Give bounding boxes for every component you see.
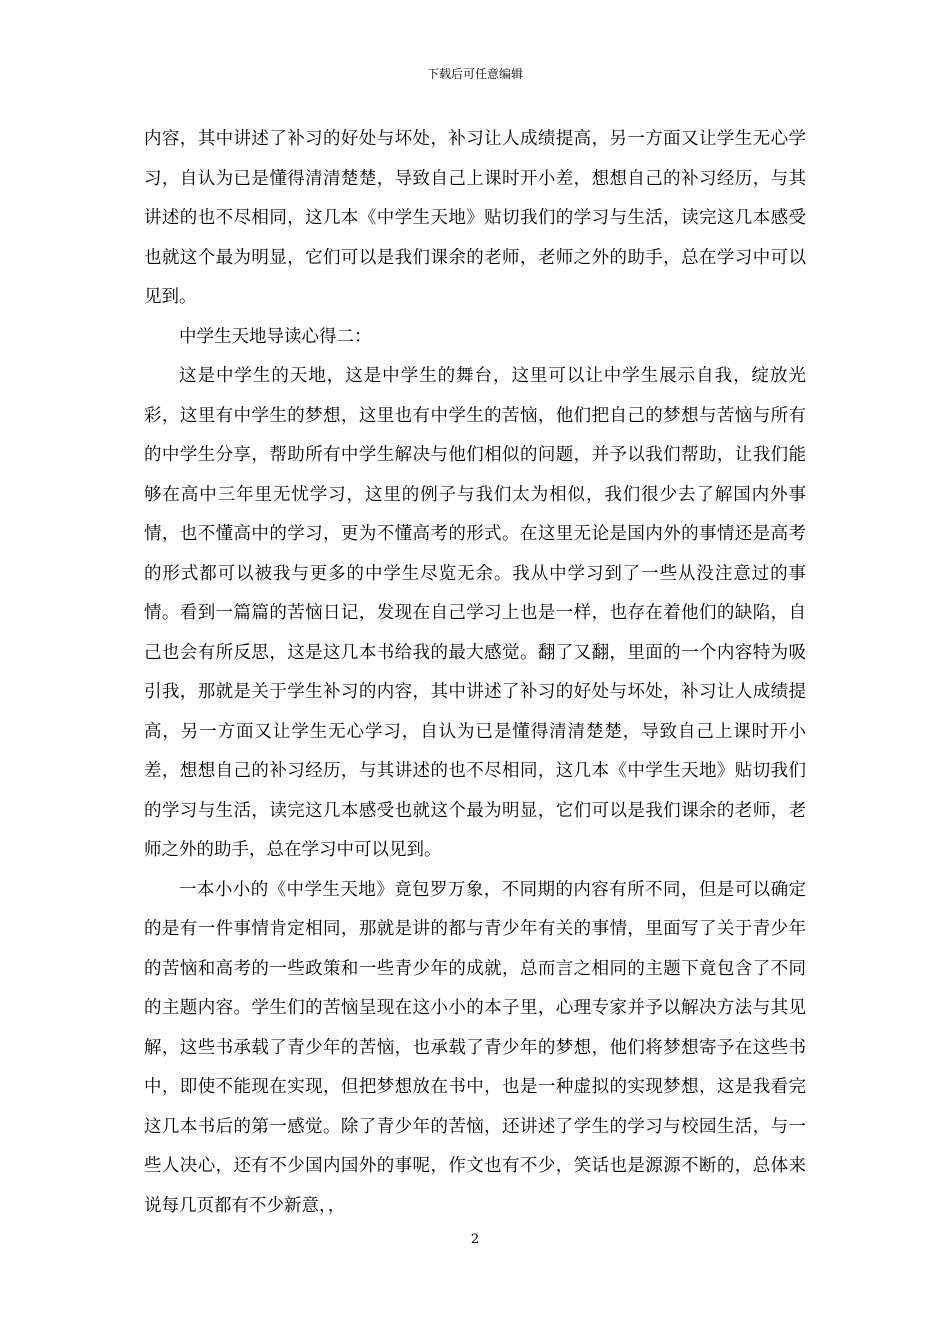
page-number: 2: [470, 1232, 480, 1247]
paragraph: 一本小小的《中学生天地》竟包罗万象，不同期的内容有所不同，但是可以确定的是有一件事情肯定相同，那就是讲的都与青少年有关的事情，里面写了关于青少年的苦恼和高考的一些政策和一些青少年的成就，总而言之相同的主题下竟包含了不同的主题内容。学生们的苦恼呈现在这小小的本子里，心理专家并予以解决方法与其见解，这些书承载了青少年的苦恼，也承载了青少年的梦想，他们将梦想寄予在这些书中，即使不能现在实现，但把梦想放在书中，也是一种虚拟的实现梦想，这是我看完这几本书后的第一感觉。除了青少年的苦恼，还讲述了学生的学习与校园生活，与一些人决心，还有不少国内国外的事呢，作文也有不少，笑话也是源源不断的，总体来说每几页都有不少新意，，: [144, 879, 806, 1216]
page-header: 下载后可任意编辑: [426, 67, 523, 81]
section-heading: 中学生天地导读心得二：: [179, 326, 372, 347]
paragraph-continued: 内容，其中讲述了补习的好处与坏处，补习让人成绩提高，另一方面又让学生无心学习，自认为已是懂得清清楚楚，导致自己上课时开小差，想想自己的补习经历，与其讲述的也不尽相同，这几本《中学生天地》贴切我们的学习与生活，读完这几本感受也就这个最为明显，它们可以是我们课余的老师，老师之外的助手，总在学习中可以见到。: [144, 129, 806, 307]
document-body: [144, 120, 806, 1226]
paragraph: 这是中学生的天地，这是中学生的舞台，这里可以让中学生展示自我，绽放光彩，这里有中学生的梦想，这里也有中学生的苦恼，他们把自己的梦想与苦恼与所有的中学生分享，帮助所有中学生解决与他们相似的问题，并予以我们帮助，让我们能够在高中三年里无忧学习，这里的例子与我们太为相似，我们很少去了解国内外事情，也不懂高中的学习，更为不懂高考的形式。在这里无论是国内外的事情还是高考的形式都可以被我与更多的中学生尽览无余。我从中学习到了一些从没注意过的事情。看到一篇篇的苦恼日记，发现在自己学习上也是一样，也存在着他们的缺陷，自己也会有所反思，这是这几本书给我的最大感觉。翻了又翻，里面的一个内容特为吸引我，那就是关于学生补习的内容，其中讲述了补习的好处与坏处，补习让人成绩提高，另一方面又让学生无心学习，自认为已是懂得清清楚楚，导致自己上课时开小差，想想自己的补习经历，与其讲述的也不尽相同，这几本《中学生天地》贴切我们的学习与生活，读完这几本感受也就这个最为明显，它们可以是我们课余的老师，老师之外的助手，总在学习中可以见到。: [144, 366, 806, 860]
